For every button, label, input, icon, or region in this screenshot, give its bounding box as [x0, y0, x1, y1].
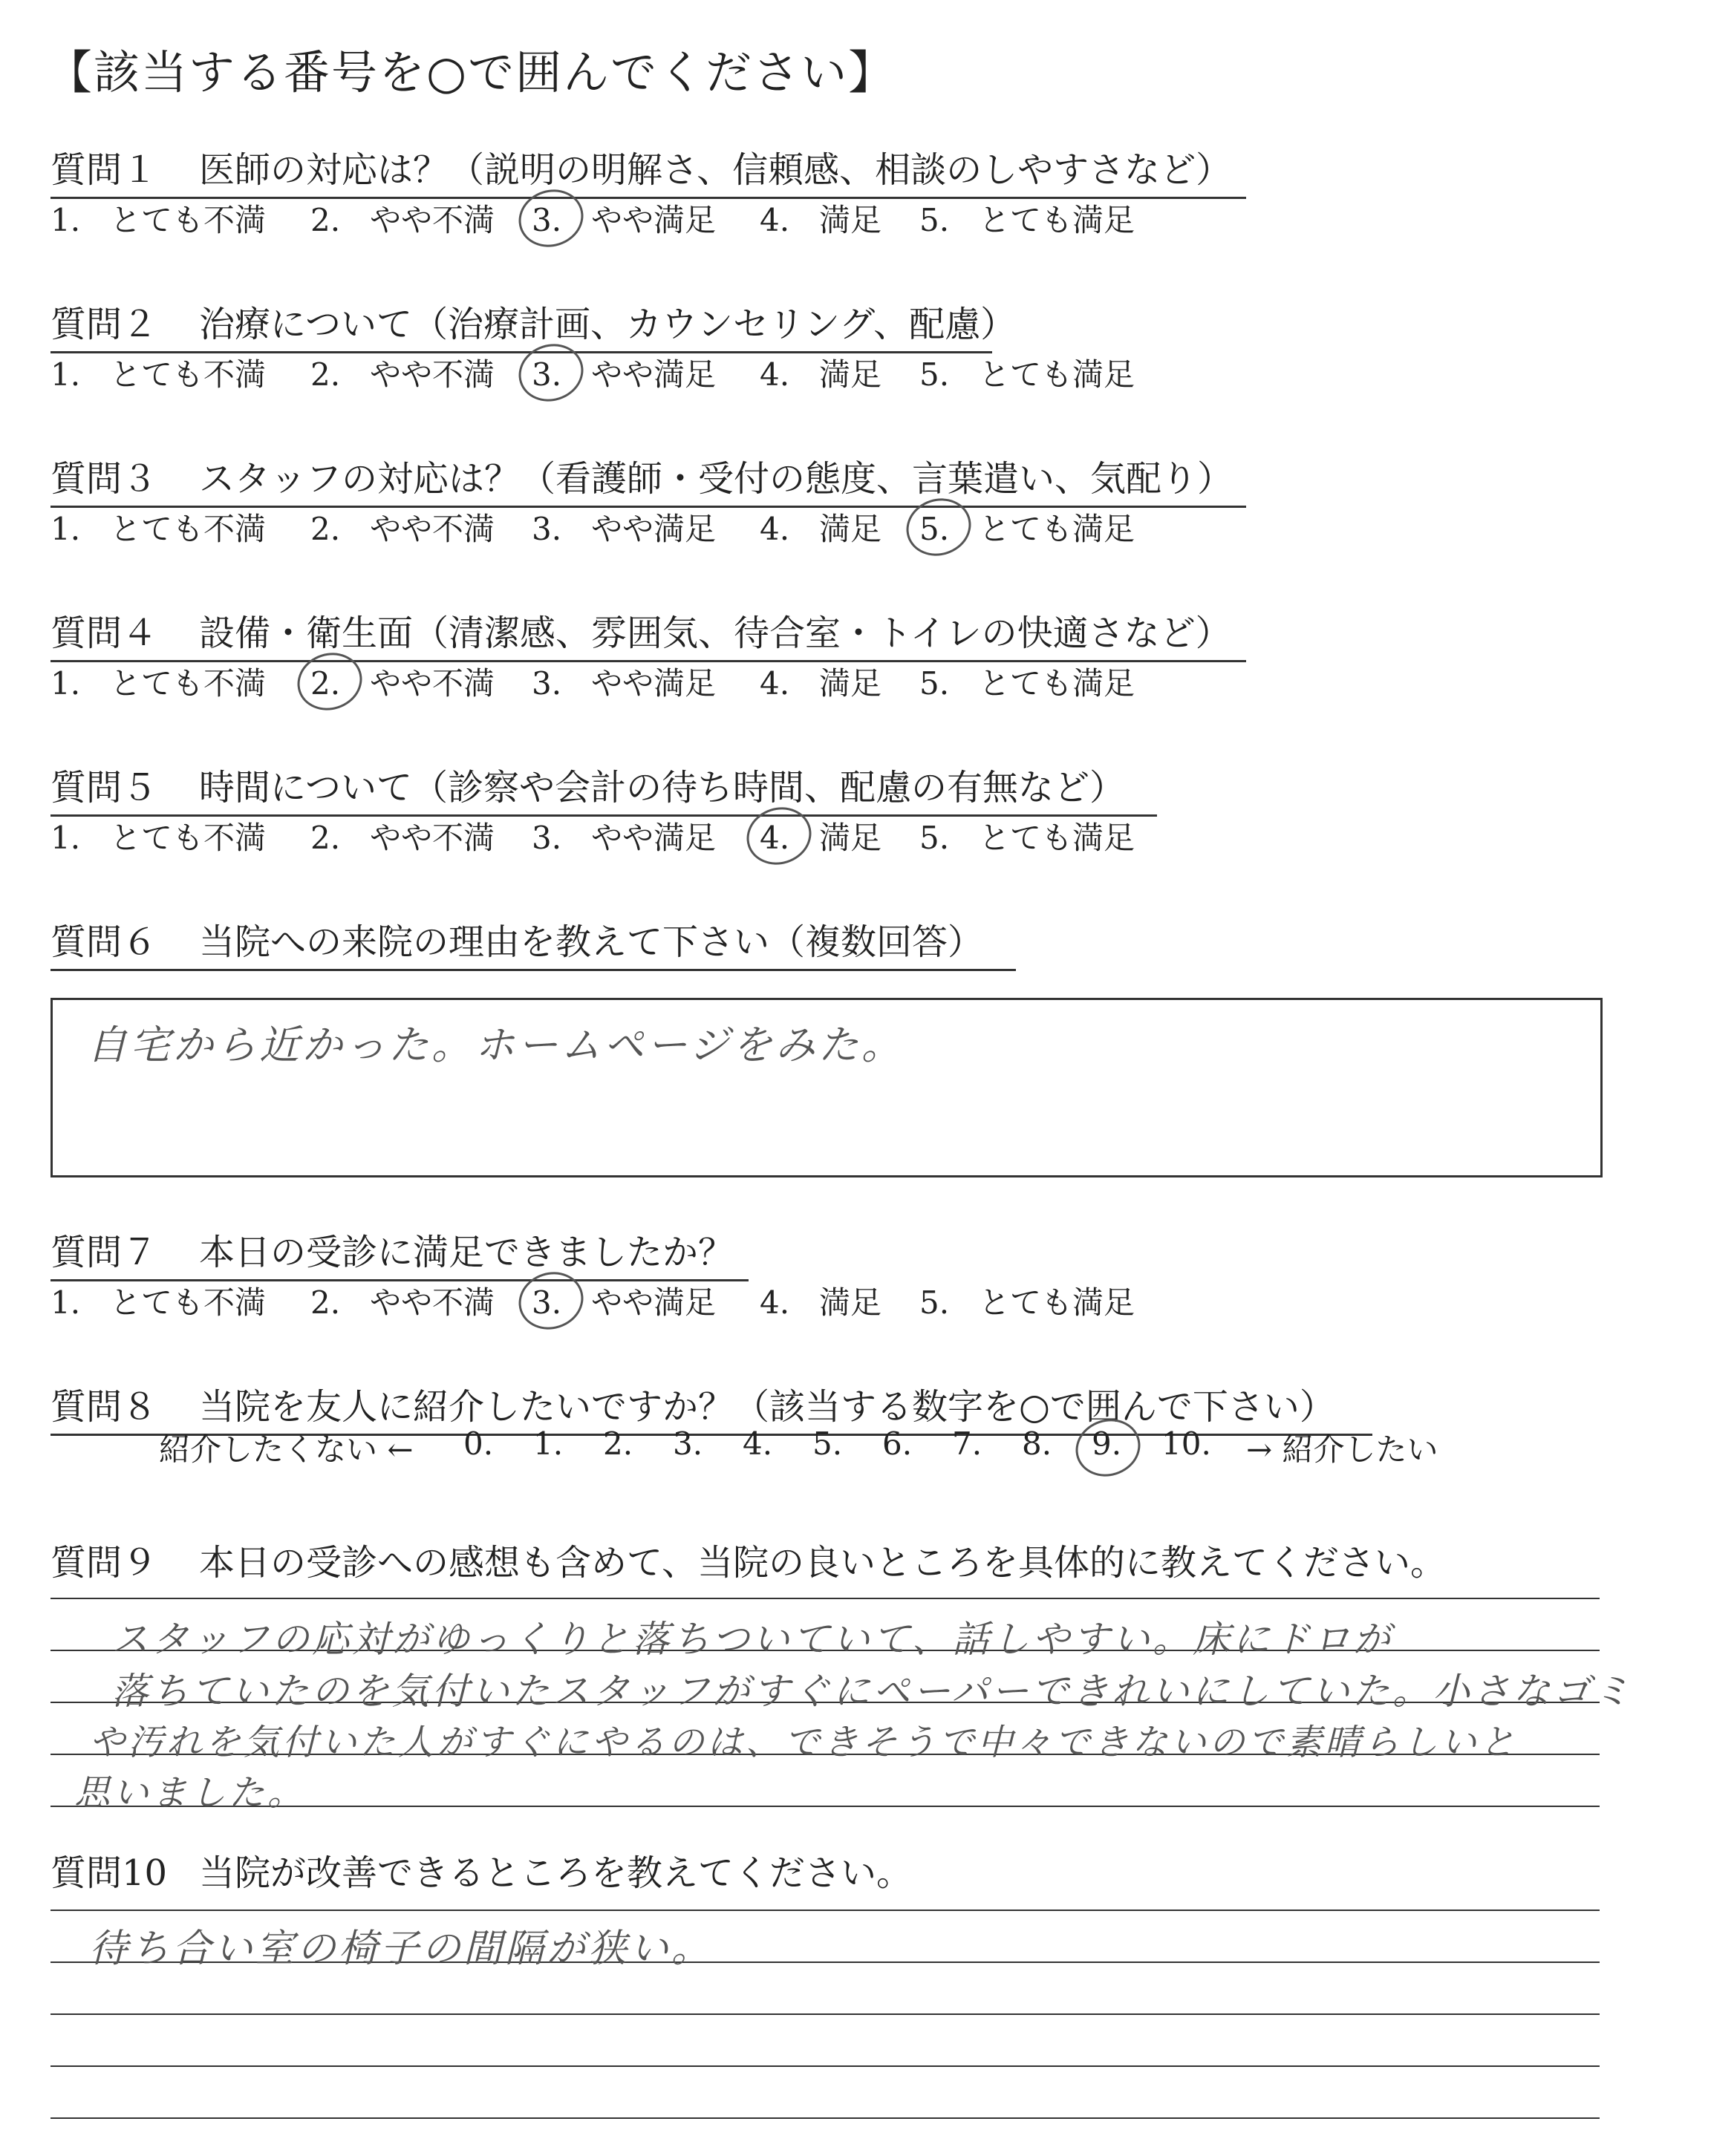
option-row: [50, 1278, 1209, 1323]
option-4[interactable]: [760, 1278, 881, 1323]
option-5[interactable]: [919, 814, 1135, 858]
scale-number-2[interactable]: 2.: [603, 1425, 633, 1462]
option-label: とても満足: [979, 665, 1135, 702]
question-number: 質問６: [50, 921, 158, 963]
option-label: やや満足: [591, 356, 717, 393]
question-title: [50, 1224, 749, 1281]
question-number: 質問10: [50, 1852, 168, 1894]
scale-number-8[interactable]: 8.: [1022, 1425, 1052, 1462]
option-number: 5.: [919, 511, 950, 547]
option-label: やや満足: [591, 1284, 717, 1321]
question-7: [50, 1224, 1135, 1321]
option-number: 1.: [50, 820, 81, 856]
question-4: [50, 604, 1246, 702]
option-1[interactable]: [50, 814, 266, 858]
option-1[interactable]: [50, 505, 266, 549]
option-number: 5.: [919, 665, 950, 702]
scale-number-6[interactable]: 6.: [882, 1425, 913, 1462]
option-3[interactable]: [532, 350, 716, 395]
option-1[interactable]: [50, 1278, 266, 1323]
question-title: [50, 1534, 1461, 1590]
answer-line: [50, 2013, 1600, 2015]
question-text: 設備・衛生面（清潔感、雰囲気、待合室・トイレの快適さなど）: [199, 612, 1231, 654]
option-2[interactable]: [310, 814, 495, 858]
option-5[interactable]: [919, 505, 1135, 549]
option-label: とても満足: [979, 202, 1135, 238]
option-number: 3.: [532, 511, 562, 547]
option-number: 4.: [760, 511, 790, 547]
option-label: 満足: [819, 356, 882, 393]
option-label: とても満足: [979, 1284, 1135, 1321]
question-number: 質問３: [50, 458, 158, 500]
recommend-scale: [159, 1425, 1496, 1470]
option-2[interactable]: [310, 1278, 495, 1323]
question-text: 時間について（診察や会計の待ち時間、配慮の有無など）: [199, 767, 1126, 808]
option-label: やや満足: [591, 511, 717, 547]
option-1[interactable]: [50, 350, 266, 395]
option-number: 2.: [310, 1284, 341, 1321]
scale-number-1[interactable]: 1.: [533, 1425, 564, 1462]
question-title: [50, 450, 1246, 508]
option-2[interactable]: [310, 196, 495, 241]
option-label: とても不満: [110, 1284, 267, 1321]
option-row: [50, 814, 1209, 858]
question-6: [50, 913, 1016, 971]
scale-number-10[interactable]: 10.: [1161, 1425, 1211, 1462]
option-3[interactable]: [532, 196, 716, 241]
option-label: とても不満: [110, 820, 267, 856]
question-text: 本日の受診への感想も含めて、当院の良いところを具体的に教えてください。: [199, 1542, 1447, 1584]
option-1[interactable]: [50, 659, 266, 704]
option-3[interactable]: [532, 1278, 716, 1323]
option-number: 5.: [919, 820, 950, 856]
option-label: やや満足: [591, 665, 717, 702]
question-1: [50, 141, 1246, 238]
scale-left-label: 紹介したくない ←: [159, 1431, 414, 1468]
question-text: 治療について（治療計画、カウンセリング、配慮）: [199, 304, 1017, 345]
option-label: とても満足: [979, 356, 1135, 393]
option-number: 3.: [532, 356, 562, 393]
option-number: 4.: [760, 202, 790, 238]
answer-line: [50, 1910, 1600, 1911]
scale-number-0[interactable]: 0.: [463, 1425, 494, 1462]
scale-right-label: → 紹介したい: [1246, 1431, 1438, 1468]
question-text: スタッフの対応は？（看護師・受付の態度、言葉遣い、気配り）: [199, 458, 1233, 500]
option-number: 1.: [50, 202, 81, 238]
question-title: [50, 913, 1016, 971]
option-2[interactable]: [310, 659, 495, 704]
option-label: 満足: [819, 511, 882, 547]
question-9: [50, 1534, 1461, 1590]
option-number: 5.: [919, 356, 950, 393]
answer-line: [50, 2065, 1600, 2067]
question-title: [50, 141, 1246, 199]
option-number: 4.: [760, 820, 790, 856]
page-header: 【該当する番号を○で囲んでください】: [46, 45, 896, 99]
scale-number-5[interactable]: 5.: [812, 1425, 843, 1462]
question-title: [50, 295, 1017, 353]
option-label: 満足: [819, 820, 882, 856]
option-label: やや不満: [370, 820, 495, 856]
option-number: 2.: [310, 356, 341, 393]
answer-line: [50, 1598, 1600, 1599]
option-label: やや不満: [370, 356, 495, 393]
question-3: [50, 450, 1246, 547]
handwritten-good-points-line: や汚れを気付いた人がすぐにやるのは、できそうで中々できないので素晴らしいと: [89, 1722, 1519, 1763]
option-number: 4.: [760, 1284, 790, 1321]
question-number: 質問４: [50, 612, 158, 654]
option-number: 5.: [919, 202, 950, 238]
question-number: 質問７: [50, 1232, 158, 1273]
question-text: 当院が改善できるところを教えてください。: [199, 1852, 913, 1894]
option-number: 4.: [760, 665, 790, 702]
scale-number-9[interactable]: 9.: [1092, 1425, 1122, 1462]
question-text: 当院を友人に紹介したいですか？（該当する数字を○で囲んで下さい）: [199, 1386, 1335, 1428]
option-number: 1.: [50, 511, 81, 547]
option-5[interactable]: [919, 1278, 1135, 1323]
question-5: [50, 759, 1157, 856]
reason-answer-box[interactable]: [50, 998, 1603, 1177]
question-number: 質問１: [50, 149, 158, 191]
option-2[interactable]: [310, 350, 495, 395]
option-3[interactable]: [532, 505, 716, 549]
option-label: やや不満: [370, 511, 495, 547]
handwritten-good-points-line: スタッフの応対がゆっくりと落ちついていて、話しやすい。床にドロが: [111, 1618, 1393, 1661]
option-row: [50, 505, 1209, 549]
handwritten-reason: 自宅から近かった。ホームページをみた。: [87, 1022, 905, 1068]
option-number: 3.: [532, 202, 562, 238]
option-number: 2.: [310, 202, 341, 238]
question-text: 当院への来院の理由を教えて下さい（複数回答）: [199, 921, 984, 963]
question-text: 医師の対応は？（説明の明解さ、信頼感、相談のしやすさなど）: [199, 149, 1232, 191]
handwritten-improvement: 待ち合い室の椅子の間隔が狭い。: [89, 1927, 714, 1971]
question-title: [50, 759, 1157, 817]
option-number: 1.: [50, 356, 81, 393]
option-4[interactable]: [760, 350, 881, 395]
option-3[interactable]: [532, 814, 716, 858]
option-label: やや満足: [591, 202, 717, 238]
scale-number-4[interactable]: 4.: [743, 1425, 773, 1462]
question-number: 質問９: [50, 1542, 158, 1584]
option-number: 3.: [532, 820, 562, 856]
option-5[interactable]: [919, 350, 1135, 395]
option-number: 5.: [919, 1284, 950, 1321]
option-4[interactable]: [760, 505, 881, 549]
question-number: 質問８: [50, 1386, 158, 1428]
answer-line: [50, 2117, 1600, 2119]
question-title: [50, 1844, 1016, 1900]
option-number: 3.: [532, 1284, 562, 1321]
option-5[interactable]: [919, 196, 1135, 241]
question-text: 本日の受診に満足できましたか？: [199, 1232, 734, 1273]
option-row: [50, 659, 1209, 704]
option-number: 1.: [50, 1284, 81, 1321]
option-4[interactable]: [760, 196, 881, 241]
option-label: とても不満: [110, 356, 267, 393]
option-number: 2.: [310, 820, 341, 856]
question-title: [50, 604, 1246, 662]
question-number: 質問２: [50, 304, 158, 345]
option-number: 2.: [310, 511, 341, 547]
question-number: 質問５: [50, 767, 158, 808]
option-label: 満足: [819, 202, 882, 238]
handwritten-good-points-line: 思いました。: [74, 1772, 307, 1814]
option-label: とても不満: [110, 202, 267, 238]
option-number: 1.: [50, 665, 81, 702]
option-4[interactable]: [760, 659, 881, 704]
option-label: とても不満: [110, 665, 267, 702]
option-4[interactable]: [760, 814, 881, 858]
option-label: 満足: [819, 665, 882, 702]
option-2[interactable]: [310, 505, 495, 549]
option-label: やや満足: [591, 820, 717, 856]
option-label: とても満足: [979, 820, 1135, 856]
scale-number-3[interactable]: 3.: [673, 1425, 703, 1462]
option-label: やや不満: [370, 665, 495, 702]
option-number: 2.: [310, 665, 341, 702]
question-10: [50, 1844, 1016, 1900]
option-label: やや不満: [370, 202, 495, 238]
option-number: 4.: [760, 356, 790, 393]
option-label: 満足: [819, 1284, 882, 1321]
question-2: [50, 295, 1135, 393]
option-label: とても満足: [979, 511, 1135, 547]
option-label: やや不満: [370, 1284, 495, 1321]
option-3[interactable]: [532, 659, 716, 704]
option-label: とても不満: [110, 511, 267, 547]
handwritten-good-points-line: 落ちていたのを気付いたスタッフがすぐにペーパーできれいにしていた。小さなゴミ: [111, 1670, 1633, 1713]
option-row: [50, 196, 1209, 241]
option-5[interactable]: [919, 659, 1135, 704]
option-row: [50, 350, 1209, 395]
option-1[interactable]: [50, 196, 266, 241]
scale-number-7[interactable]: 7.: [952, 1425, 982, 1462]
option-number: 3.: [532, 665, 562, 702]
